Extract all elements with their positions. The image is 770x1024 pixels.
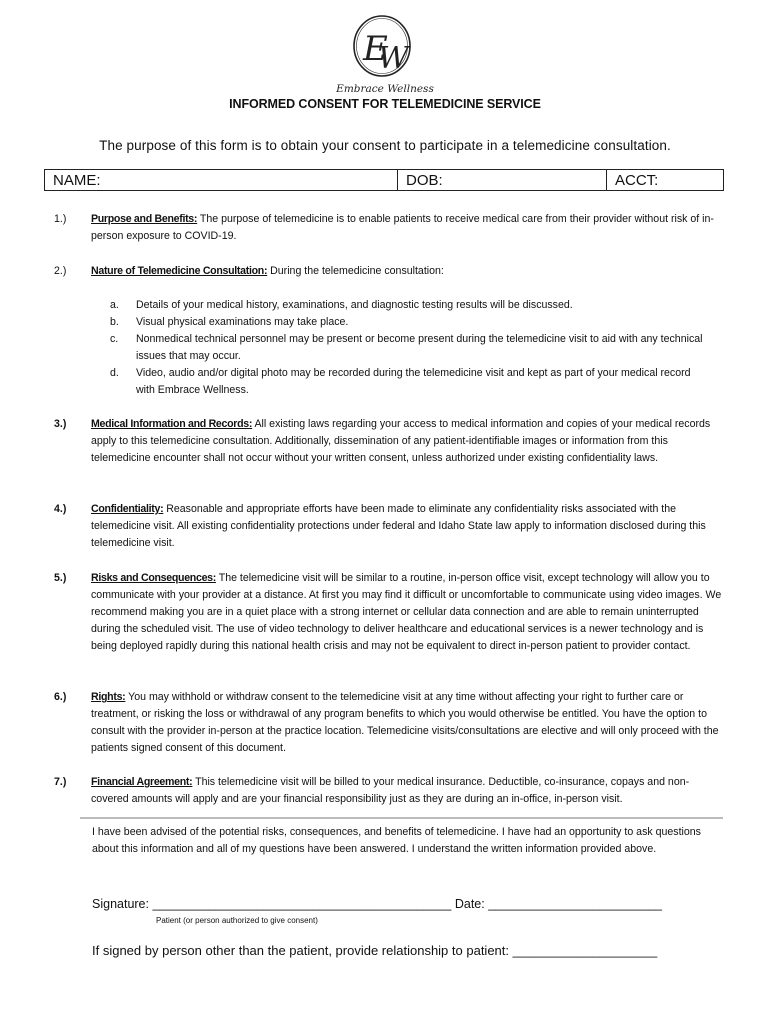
section-purpose-benefits bbox=[54, 211, 724, 245]
divider bbox=[80, 817, 723, 819]
section-number: 5.) bbox=[54, 572, 67, 584]
list-item-text: Video, audio and/or digital photo may be recorded during the telemedicine visit and kept as part of your medical record with Embrace Wellness. bbox=[136, 367, 691, 396]
page-title: INFORMED CONSENT FOR TELEMEDICINE SERVICE bbox=[229, 97, 541, 111]
name-field[interactable]: NAME: bbox=[53, 172, 101, 189]
list-item-letter: d. bbox=[110, 367, 119, 379]
svg-text:W: W bbox=[378, 41, 409, 76]
patient-info-table bbox=[44, 169, 724, 191]
list-item-text: Details of your medical history, examinations, and diagnostic testing results will be discussed. bbox=[136, 299, 573, 311]
section-number: 6.) bbox=[54, 691, 67, 703]
section-text: The purpose of telemedicine is to enable patients to receive medical care from their provider without risk of in-person exposure to COVID-19. bbox=[91, 213, 714, 242]
section-number: 4.) bbox=[54, 503, 67, 515]
section-text: This telemedicine visit will be billed to your medical insurance. Deductible, co-insurance, copays and non-covered amounts will apply and are your financial responsibility just as they are during an in-office, in-person visit. bbox=[91, 776, 690, 805]
section-rights bbox=[54, 689, 724, 757]
section-heading: Risks and Consequences: bbox=[91, 572, 216, 584]
section-text: Reasonable and appropriate efforts have been made to eliminate any confidentiality risks associated with the telemedicine visit. All existing confidentiality protections under federal and Idaho State law apply to information disclosed during this telemedicine visit. bbox=[91, 503, 706, 549]
section-text: The telemedicine visit will be similar to a routine, in-person office visit, except technology will allow you to communicate with your provider at a distance. At first you may find it difficult or uncomfortable to communicate using video images. We recommend making you are in a quiet place with a strong internet or cellular data connection and are able to remain uninterrupted during the scheduled visit. The use of video technology to deliver healthcare and educational services is a newer technology and is being deployed rapidly during this national health crisis and may not be equivalent to direct in-person patient to provider contact. bbox=[91, 572, 722, 652]
section-risks-consequences bbox=[54, 570, 724, 655]
section-number: 7.) bbox=[54, 776, 67, 788]
section-nature-consultation bbox=[54, 263, 724, 280]
embrace-wellness-logo bbox=[330, 8, 440, 100]
section-confidentiality bbox=[54, 501, 724, 552]
section-text: You may withhold or withdraw consent to the telemedicine visit at any time without affecting your right to further care or treatment, or risking the loss or withdrawal of any program benefits to which you would otherwise be entitled. You have the option to consult with the provider in-person at the practice location. Telemedicine visits/consultations are elective and will only proceed with the patients signed consent of this document. bbox=[91, 691, 719, 754]
section-number: 3.) bbox=[54, 418, 67, 430]
section-text: During the telemedicine consultation: bbox=[267, 265, 444, 277]
section-heading: Purpose and Benefits: bbox=[91, 213, 198, 225]
svg-text:E: E bbox=[363, 29, 388, 69]
section-number: 1.) bbox=[54, 213, 67, 225]
dob-field[interactable]: DOB: bbox=[397, 170, 606, 190]
section-heading: Financial Agreement: bbox=[91, 776, 193, 788]
section-heading: Rights: bbox=[91, 691, 126, 703]
section-heading: Nature of Telemedicine Consultation: bbox=[91, 265, 268, 277]
section-text: All existing laws regarding your access to medical information and copies of your medical records apply to this telemedicine consultation. Additionally, dissemination of any patient-identifiable images or information from this telemedicine encounter shall not occur without your written consent, unless authorized under existing confidentiality laws. bbox=[91, 418, 711, 464]
list-item-letter: a. bbox=[110, 299, 119, 311]
list-item bbox=[110, 297, 710, 314]
list-item-letter: b. bbox=[110, 316, 119, 328]
list-item bbox=[110, 365, 710, 399]
section-heading: Confidentiality: bbox=[91, 503, 164, 515]
section-financial-agreement bbox=[54, 774, 724, 808]
list-item-text: Visual physical examinations may take place. bbox=[136, 316, 349, 328]
acct-field[interactable]: ACCT: bbox=[606, 170, 723, 190]
section-medical-records bbox=[54, 416, 724, 467]
list-item bbox=[110, 331, 710, 365]
list-item bbox=[110, 314, 710, 331]
purpose-statement: The purpose of this form is to obtain your consent to participate in a telemedicine consultation. bbox=[99, 138, 671, 153]
logo-text: Embrace Wellness bbox=[336, 83, 434, 95]
signature-note: Patient (or person authorized to give consent) bbox=[156, 916, 318, 925]
relationship-line[interactable]: If signed by person other than the patient, provide relationship to patient: ____________________ bbox=[92, 943, 658, 958]
acknowledgement-text: I have been advised of the potential risks, consequences, and benefits of telemedicine. I have had an opportunity to ask questions about this information and all of my questions have been answered. I understand the written information provided above. bbox=[92, 826, 701, 855]
list-item-letter: c. bbox=[110, 333, 119, 345]
section-heading: Medical Information and Records: bbox=[91, 418, 253, 430]
logo-monogram-icon bbox=[330, 8, 440, 100]
list-item-text: Nonmedical technical personnel may be present or become present during the telemedicine visit to aid with any technical issues that may occur. bbox=[136, 333, 703, 362]
section-number: 2.) bbox=[54, 265, 67, 277]
signature-line[interactable]: Signature: ___________________________________________ Date: _________________________ bbox=[92, 897, 663, 911]
